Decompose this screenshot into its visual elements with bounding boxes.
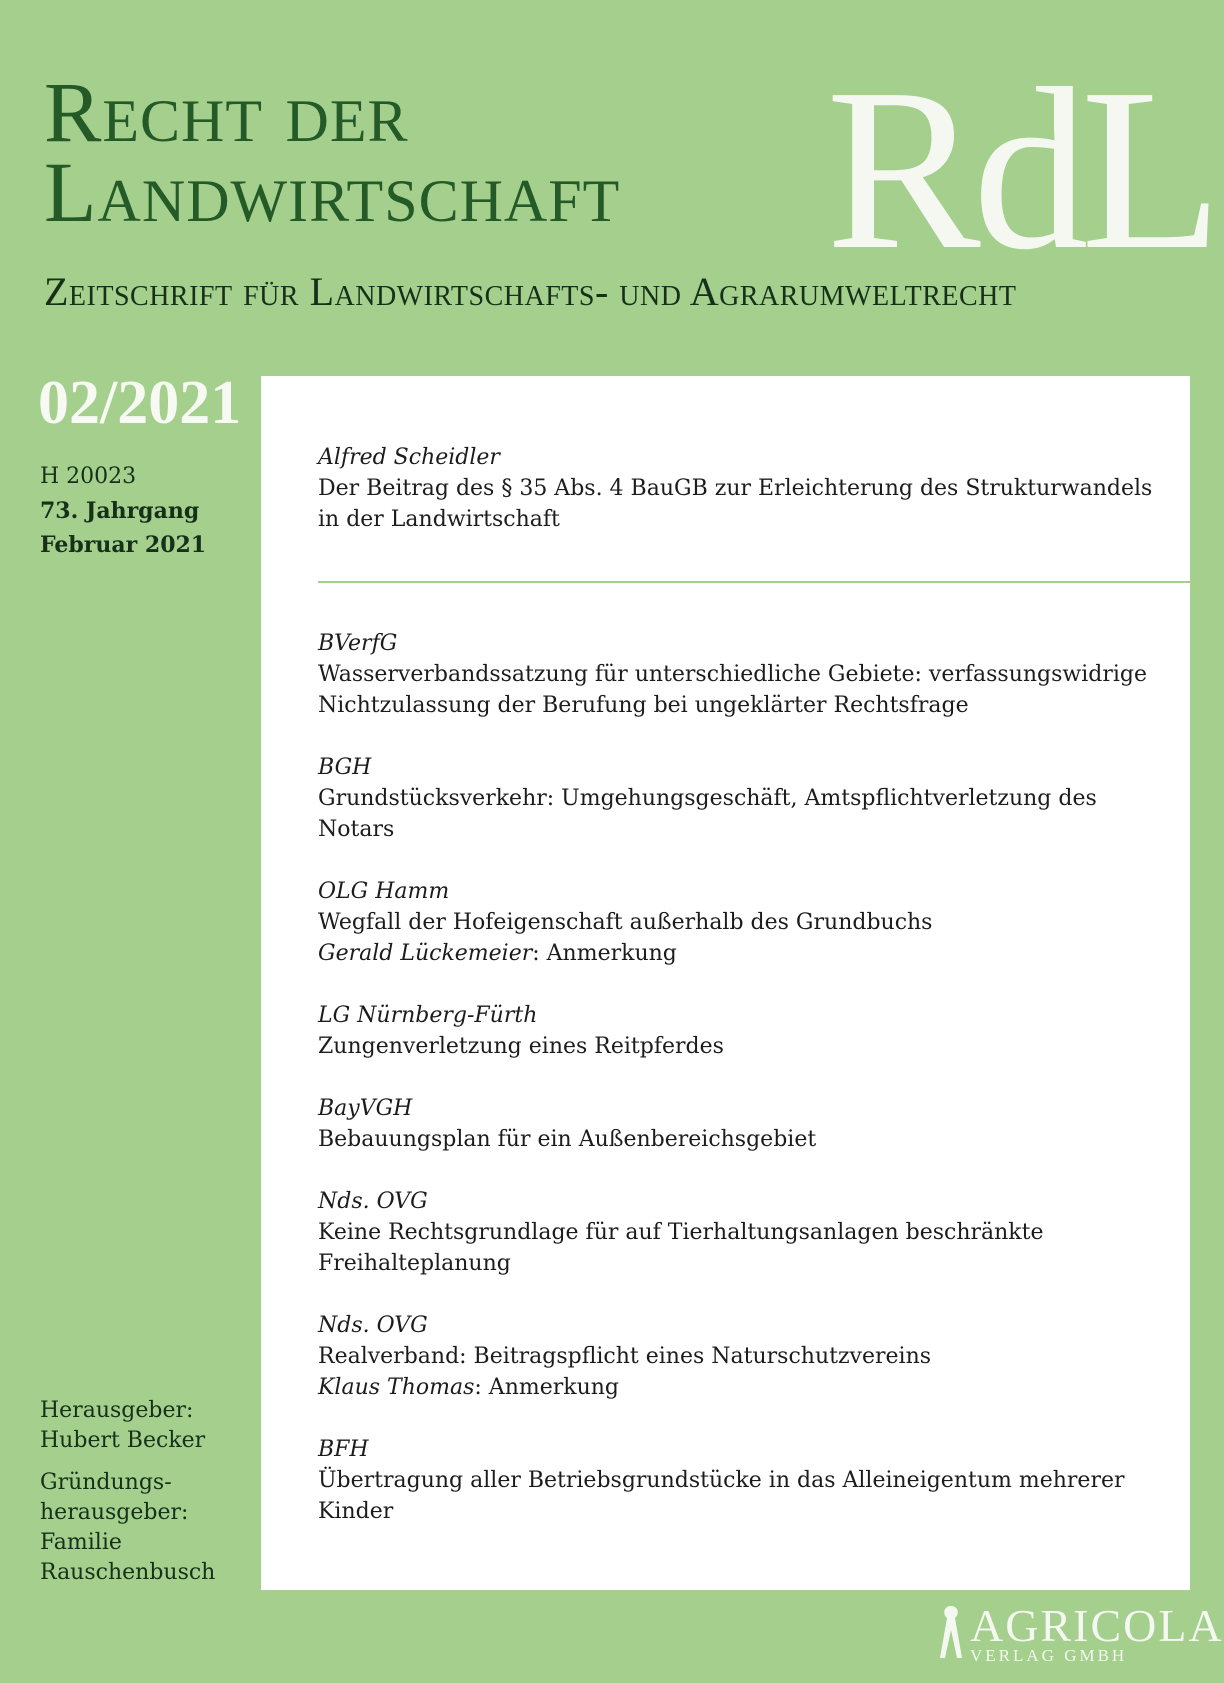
journal-title-line2: Landwirtschaft [44,144,621,240]
logo-name: AGRICOLA [970,1600,1224,1651]
decision-title-line2: Freihalteplanung [318,1251,511,1276]
founder-name-1: Familie [40,1530,122,1555]
decision-court: LG Nürnberg-Fürth [318,1003,538,1028]
decision-title-line1: Realverband: Beitragspflicht eines Naturschutzvereins [318,1344,932,1369]
publisher-name: Hubert Becker [40,1428,206,1453]
lead-article [318,442,1178,535]
publisher-label: Herausgeber: [40,1398,194,1423]
article-title-line1: Der Beitrag des § 35 Abs. 4 BauGB zur Erleichterung des Strukturwandels [318,476,1153,501]
decision-court: BVerfG [318,631,398,656]
decision-annotation [318,1372,1178,1403]
annotation-label: : Anmerkung [474,1375,620,1400]
agricola-figure-icon [934,1602,968,1662]
section-divider [318,581,1190,583]
decision-entry [318,1434,1178,1527]
issue-date: Februar 2021 [40,532,207,558]
decision-title-line1: Wasserverbandssatzung für unterschiedliche Gebiete: verfassungswidrige [318,662,1148,687]
decision-title-line1: Übertragung aller Betriebsgrundstücke in das Alleineigentum mehrerer [318,1468,1125,1493]
decision-entry [318,1186,1178,1279]
founder-name-2: Rauschenbusch [40,1560,216,1585]
annotation-author: Klaus Thomas [318,1375,475,1400]
founder-label-1: Gründungs- [40,1470,172,1495]
masthead [44,64,621,240]
decision-entry [318,1000,1178,1062]
journal-title-line1: Recht der [44,64,409,160]
contents-panel [261,376,1190,1590]
decision-title-line1: Zungenverletzung eines Reitpferdes [318,1034,724,1059]
decision-entry [318,876,1178,969]
journal-abbreviation: RdL [826,41,1215,298]
decision-title-line2: Nichtzulassung der Berufung bei ungeklärter Rechtsfrage [318,693,969,718]
journal-subtitle: Zeitschrift für Landwirtschafts- und Agrarumweltrecht [44,269,1017,314]
decision-court: BayVGH [318,1096,413,1121]
decision-title-line2: Kinder [318,1499,394,1524]
decision-entry [318,628,1178,721]
issue-number: 02/2021 [38,369,242,437]
annotation-label: : Anmerkung [532,941,677,966]
issue-volume: 73. Jahrgang [40,498,200,524]
decision-title-line2: Notars [318,817,395,842]
decision-title-line1: Wegfall der Hofeigenschaft außerhalb des Grundbuchs [318,910,933,935]
publisher-logo [940,1600,1224,1666]
editors-block [40,1396,215,1588]
logo-subline: VERLAG GMBH [970,1646,1128,1665]
founder-label-2: herausgeber: [40,1500,189,1525]
decision-court: Nds. OVG [318,1313,428,1338]
decision-annotation [318,938,1178,969]
decision-court: BFH [318,1437,369,1462]
decision-title-line1: Bebauungsplan für ein Außenbereichsgebiet [318,1127,817,1152]
decision-court: Nds. OVG [318,1189,428,1214]
decision-entry [318,1310,1178,1403]
decision-court: OLG Hamm [318,879,450,904]
decision-entry [318,1093,1178,1155]
article-author: Alfred Scheidler [318,445,500,470]
decision-entry [318,752,1178,845]
issue-code: H 20023 [40,464,137,489]
issue-meta [40,460,206,562]
decision-court: BGH [318,755,372,780]
decision-title-line1: Keine Rechtsgrundlage für auf Tierhaltungsanlagen beschränkte [318,1220,1044,1245]
decision-title-line1: Grundstücksverkehr: Umgehungsgeschäft, Amtspflichtverletzung des [318,786,1097,811]
annotation-author: Gerald Lückemeier [318,941,533,966]
article-title-line2: in der Landwirtschaft [318,507,560,532]
